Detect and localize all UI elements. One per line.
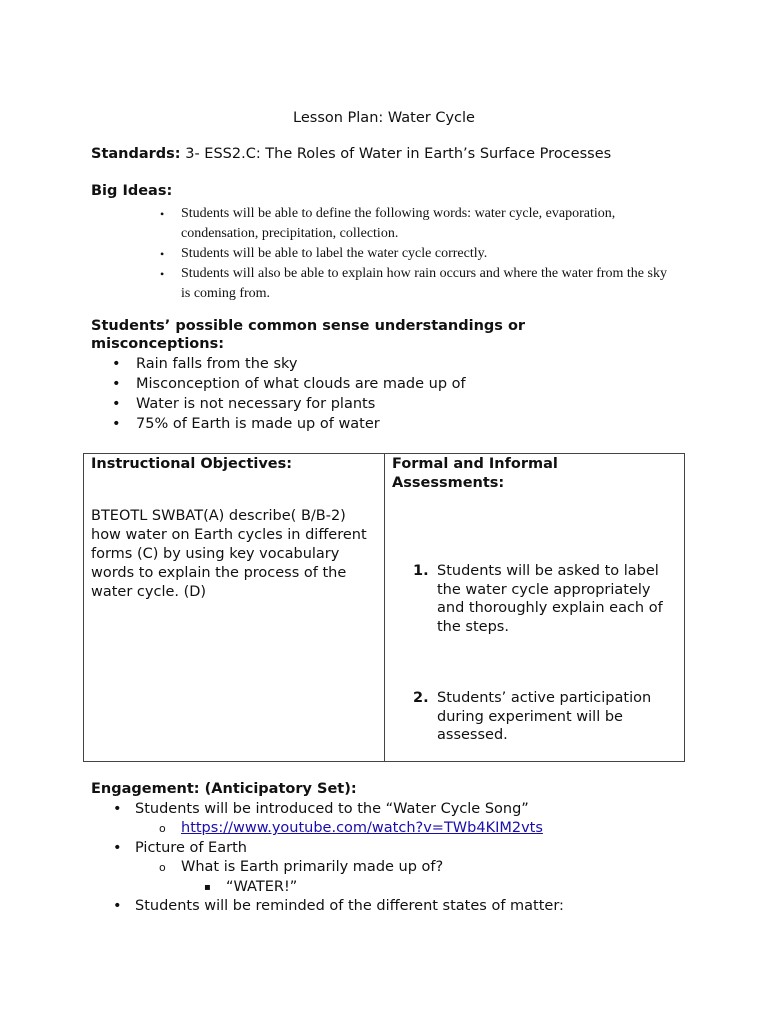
list-item: • Students will be reminded of the different states of matter: [91,897,691,917]
list-item: • Picture of Earth [91,839,691,859]
engagement-section [91,780,691,917]
big-ideas-list [160,204,670,304]
bullet-icon: • [160,207,165,221]
misconceptions-list [112,354,466,434]
bullet-icon: • [113,839,122,856]
assessments-list [405,562,677,745]
assessments-header: Formal and Informal Assessments: [392,456,558,491]
list-item: • Water is not necessary for plants [112,396,376,412]
circle-bullet-icon: o [159,822,166,835]
list-item: • 75% of Earth is made up of water [112,416,380,432]
big-ideas-label: Big Ideas: [91,183,173,199]
objectives-text: BTEOTL SWBAT(A) describe( B/B-2) how water on Earth cycles in different forms (C) by using key vocabulary words to explain the process of the water cycle. (D) [91,508,367,600]
list-item: • Students will be able to label the water cycle correctly. [160,244,670,264]
engagement-label: Engagement: (Anticipatory Set): [91,781,357,797]
objectives-header: Instructional Objectives: [91,456,293,472]
misconceptions-label-line2: misconceptions: [91,336,225,352]
bullet-icon: • [160,247,165,261]
objectives-assessments-table [83,453,685,762]
standards-label: Standards: [91,146,181,162]
bullet-icon: • [160,267,165,281]
bullet-icon: • [112,396,121,412]
list-item: • Students will also be able to explain how rain occurs and where the water from the sky is coming from. [160,266,667,301]
list-item: • Students will be introduced to the “Water Cycle Song” [91,800,691,820]
bullet-icon: • [113,800,122,817]
assessments-cell [385,454,685,762]
list-item: • Misconception of what clouds are made up of [112,376,466,392]
list-item: 2. Students’ active participation during experiment will be assessed. [413,690,652,743]
list-item: o What is Earth primarily made up of? [91,858,691,878]
video-link[interactable]: https://www.youtube.com/watch?v=TWb4KIM2vts [181,820,543,836]
list-item: ▪ “WATER!” [91,878,691,898]
standards-line [91,146,611,162]
square-bullet-icon: ▪ [204,881,211,893]
misconceptions-label-line1: Students’ possible common sense understandings or [91,318,526,334]
page-title: Lesson Plan: Water Cycle [293,110,475,126]
bullet-icon: • [112,356,121,372]
circle-bullet-icon: o [159,861,166,874]
bullet-icon: • [112,416,121,432]
bullet-icon: • [113,898,122,914]
list-item: • Students will be able to define the following words: water cycle, evaporation, condensation, precipitation, collection. [160,206,616,241]
objectives-cell [84,454,385,762]
list-item: 1. Students will be asked to label the water cycle appropriately and thoroughly explain each of the steps. [413,563,663,635]
standards-text: 3- ESS2.C: The Roles of Water in Earth’s Surface Processes [185,146,612,162]
list-item [91,819,691,839]
bullet-icon: • [112,376,121,392]
list-item: • Rain falls from the sky [112,356,298,372]
